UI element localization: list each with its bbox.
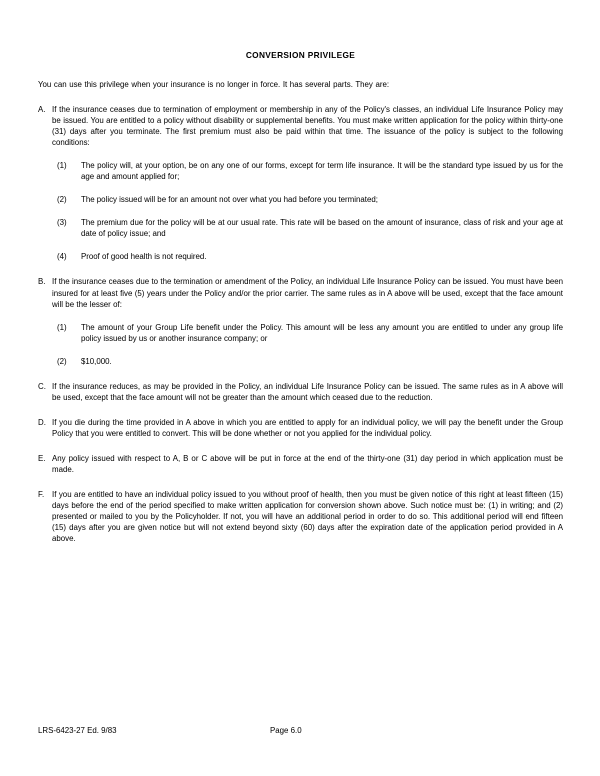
subitem-marker: (1): [57, 322, 67, 332]
subitem-text: The premium due for the policy will be at our usual rate. This rate will be based on the amount of insurance, class of risk and your age at date of policy issue; and: [81, 218, 563, 239]
page-number: Page 6.0: [270, 726, 302, 735]
subitem: [57, 217, 563, 239]
subitem-marker: (1): [57, 161, 67, 171]
subitem: [57, 194, 563, 205]
section-marker: F.: [38, 490, 45, 500]
subitem-marker: (4): [57, 252, 67, 262]
section-item: [38, 417, 563, 439]
subitem-marker: (3): [57, 218, 67, 228]
subitem-list: [38, 322, 563, 367]
section-item: [38, 104, 563, 148]
subitem: [57, 322, 563, 344]
section-text: If the insurance ceases due to the termination or amendment of the Policy, an individual Life Insurance Policy can be issued. You must have been insured for at least five (5) years under the Policy and/or the prior carrier. The same rules as in A above will be used, except that the face amount will be the lesser of:: [52, 277, 563, 309]
subitem-text: Proof of good health is not required.: [81, 252, 207, 262]
section-text: If the insurance reduces, as may be provided in the Policy, an individual Life Insurance Policy can be issued. The same rules as in A above will be used, except that the face amount will not be greater than the amount which ceased due to the reduction.: [52, 381, 563, 402]
subitem: [57, 251, 563, 262]
section-marker: A.: [38, 105, 46, 114]
form-number: LRS-6423-27 Ed. 9/83: [38, 726, 117, 735]
subitem-text: $10,000.: [81, 356, 112, 366]
section-marker: B.: [38, 277, 46, 287]
page-footer: [38, 726, 563, 738]
section-text: If the insurance ceases due to termination of employment or membership in any of the Policy's classes, an individual Life Insurance Policy may be issued. You are entitled to a policy without disability or supplemental benefits. You must make written application for the policy within thirty-one (31) days after you terminate. The first premium must also be paid within that time. The issuance of the policy is subject to the following conditions:: [52, 105, 563, 148]
section-text: If you are entitled to have an individual policy issued to you without proof of health, then you must be given notice of this right at least fifteen (15) days before the end of the period specified to make written application for conversion shown above. Such notice must be: (1) in writing; and (2) presented or mailed to you by the Policyholder. If not, you will have an additional period in order to do so. This additional period will end fifteen (15) days after you are given notice but will not extend beyond sixty (60) days after the expiration date of the application period provided in A above.: [52, 490, 563, 544]
subitem-text: The policy will, at your option, be on any one of our forms, except for term life insurance. It will be the standard type issued by us for the age and amount applied for;: [81, 161, 563, 182]
section-marker: E.: [38, 453, 46, 463]
subitem-list: [38, 160, 563, 262]
section-item: [38, 381, 563, 403]
section-text: Any policy issued with respect to A, B or C above will be put in force at the end of the thirty-one (31) day period in which application must be made.: [52, 453, 563, 474]
section-list: [38, 104, 563, 544]
section-item: [38, 276, 563, 309]
intro-paragraph: You can use this privilege when your insurance is no longer in force. It has several parts. They are:: [38, 80, 390, 89]
page-title: CONVERSION PRIVILEGE: [245, 50, 356, 60]
subitem-marker: (2): [57, 356, 67, 366]
subitem-text: The amount of your Group Life benefit under the Policy. This amount will be less any amount you are entitled to under any group life policy issued by us or another insurance company; or: [81, 322, 563, 343]
section-text: If you die during the time provided in A above in which you are entitled to apply for an individual policy, we will pay the benefit under the Group Policy that you were entitled to convert. This will be done whether or not you applied for the individual policy.: [52, 417, 563, 438]
subitem-text: The policy issued will be for an amount not over what you had before you terminated;: [81, 195, 378, 205]
subitem: [57, 356, 563, 367]
section-item: [38, 453, 563, 475]
section-marker: D.: [38, 417, 46, 427]
subitem-marker: (2): [57, 195, 67, 205]
section-marker: C.: [38, 381, 46, 391]
section-item: [38, 489, 563, 544]
subitem: [57, 160, 563, 182]
